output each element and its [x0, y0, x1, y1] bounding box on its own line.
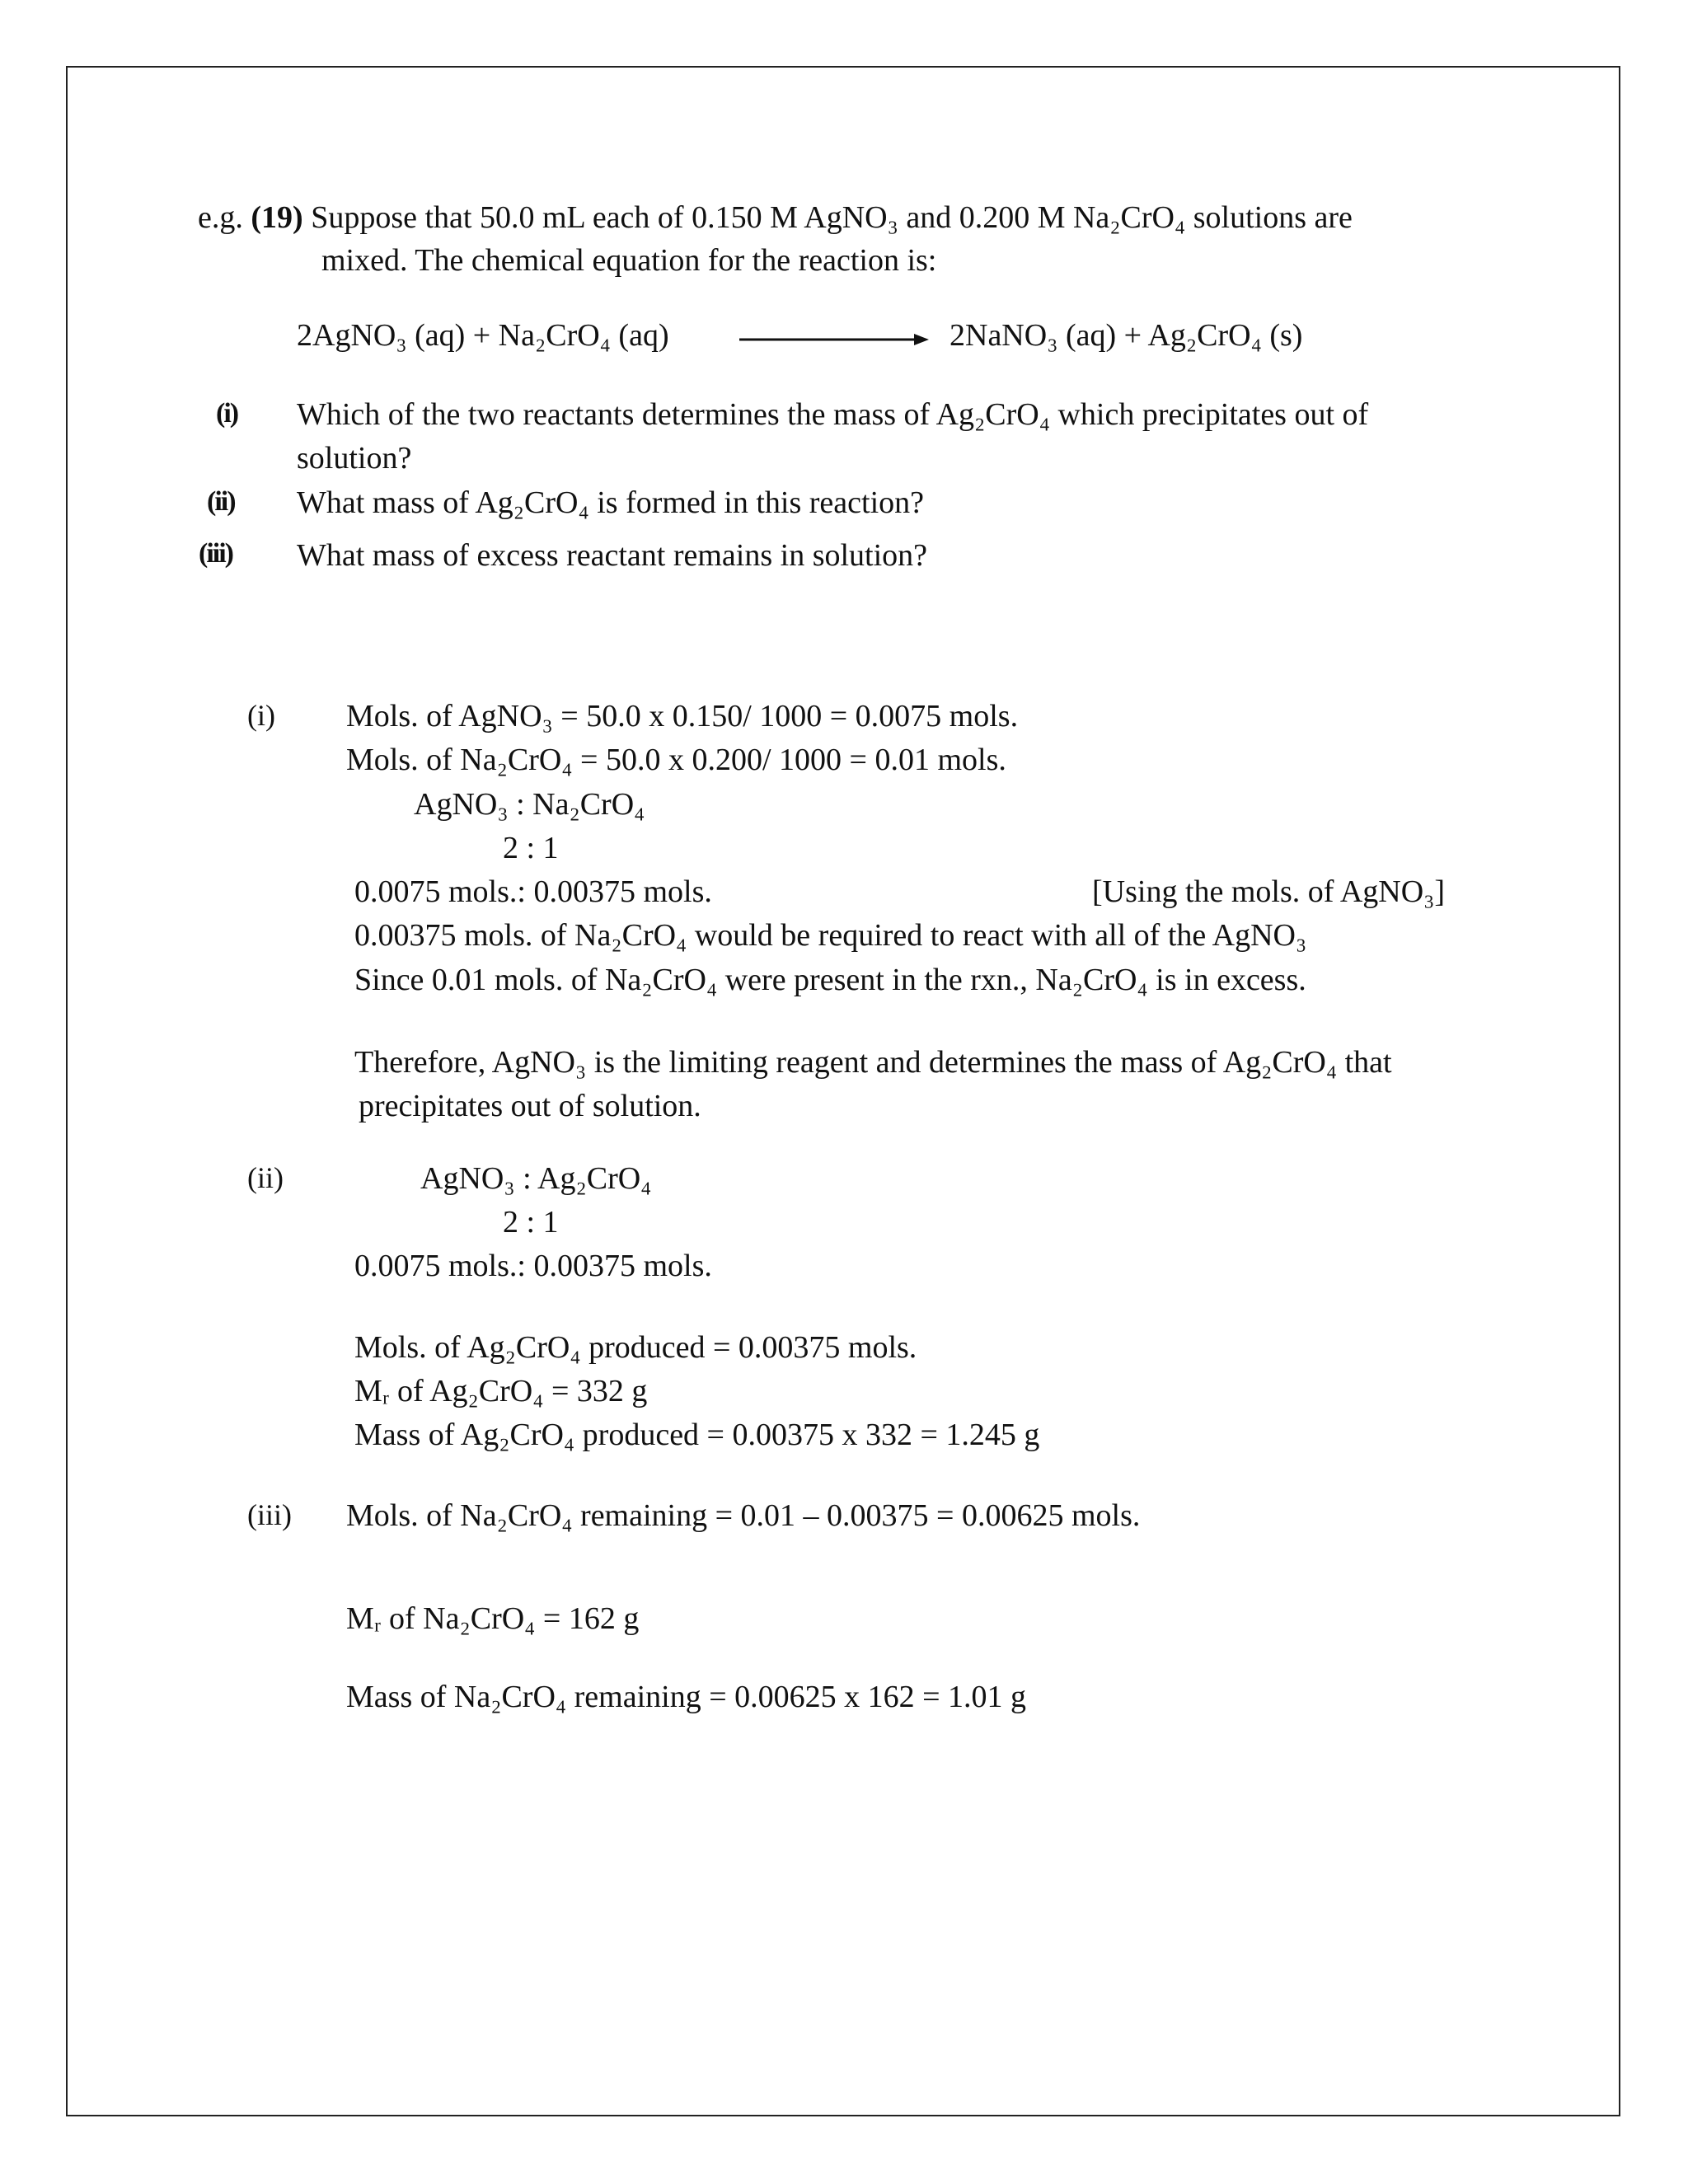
solution-label-iii: (iii) — [247, 1498, 292, 1531]
solution-ii-line-1: Mols. of Ag₂CrO₄ produced = 0.00375 mols. — [354, 1330, 917, 1365]
solution-i-line-1: Mols. of AgNO₃ = 50.0 x 0.150/ 1000 = 0.0075 mols. — [346, 699, 1019, 733]
solution-label-i: (i) — [247, 699, 275, 732]
page-border — [66, 66, 1620, 2116]
solution-i-line-2: Mols. of Na₂CrO₄ = 50.0 x 0.200/ 1000 = 0.01 mols. — [346, 743, 1006, 777]
part-iii-text: What mass of excess reactant remains in solution? — [297, 538, 928, 573]
part-label-ii: (ii) — [207, 486, 235, 517]
part-label-i: (i) — [216, 398, 238, 429]
part-label-iii: (iii) — [199, 538, 232, 569]
solution-iii-line-2: Mᵣ of Na₂CrO₄ = 162 g — [346, 1601, 640, 1636]
solution-i-ratio-mols: 0.0075 mols.: 0.00375 mols. — [354, 874, 712, 909]
solution-ii-line-2: Mᵣ of Ag₂CrO₄ = 332 g — [354, 1374, 648, 1408]
solution-i-line-6: precipitates out of solution. — [359, 1089, 701, 1123]
solution-iii-line-3: Mass of Na₂CrO₄ remaining = 0.00625 x 162 = 1.01 g — [346, 1680, 1027, 1714]
solution-i-ratio: 2 : 1 — [503, 831, 559, 865]
solution-iii-line-1: Mols. of Na₂CrO₄ remaining = 0.01 – 0.00375 = 0.00625 mols. — [346, 1498, 1141, 1533]
equation-left: 2AgNO₃ (aq) + Na₂CrO₄ (aq) — [297, 318, 669, 353]
solution-ii-line-3: Mass of Ag₂CrO₄ produced = 0.00375 x 332 = 1.245 g — [354, 1418, 1040, 1452]
solution-ii-ratio-mols: 0.0075 mols.: 0.00375 mols. — [354, 1249, 712, 1283]
solution-ii-ratio-names: AgNO₃ : Ag₂CrO₄ — [420, 1161, 652, 1196]
question-number: (19) — [251, 200, 303, 235]
equation-right: 2NaNO₃ (aq) + Ag₂CrO₄ (s) — [950, 318, 1303, 353]
question-line-1 — [198, 202, 1353, 233]
example-prefix: e.g. — [198, 200, 243, 235]
part-i-text-2: solution? — [297, 441, 412, 476]
reaction-arrow-icon — [739, 331, 929, 348]
question-text-1: Suppose that 50.0 mL each of 0.150 M AgNO₃ and 0.200 M Na₂CrO₄ solutions are — [311, 200, 1353, 235]
solution-ii-ratio: 2 : 1 — [503, 1205, 559, 1240]
solution-i-line-4: Since 0.01 mols. of Na₂CrO₄ were present in the rxn., Na₂CrO₄ is in excess. — [354, 963, 1306, 997]
part-i-text-1: Which of the two reactants determines the mass of Ag₂CrO₄ which precipitates out of — [297, 397, 1369, 432]
part-ii-text: What mass of Ag₂CrO₄ is formed in this reaction? — [297, 485, 925, 520]
solution-label-ii: (ii) — [247, 1161, 284, 1194]
solution-i-note: [Using the mols. of AgNO₃] — [1092, 874, 1446, 909]
solution-i-line-5: Therefore, AgNO₃ is the limiting reagent and determines the mass of Ag₂CrO₄ that — [354, 1045, 1392, 1080]
solution-i-ratio-names: AgNO₃ : Na₂CrO₄ — [414, 787, 645, 822]
question-line-2: mixed. The chemical equation for the reaction is: — [321, 243, 937, 278]
solution-i-line-3: 0.00375 mols. of Na₂CrO₄ would be required to react with all of the AgNO₃ — [354, 918, 1307, 953]
